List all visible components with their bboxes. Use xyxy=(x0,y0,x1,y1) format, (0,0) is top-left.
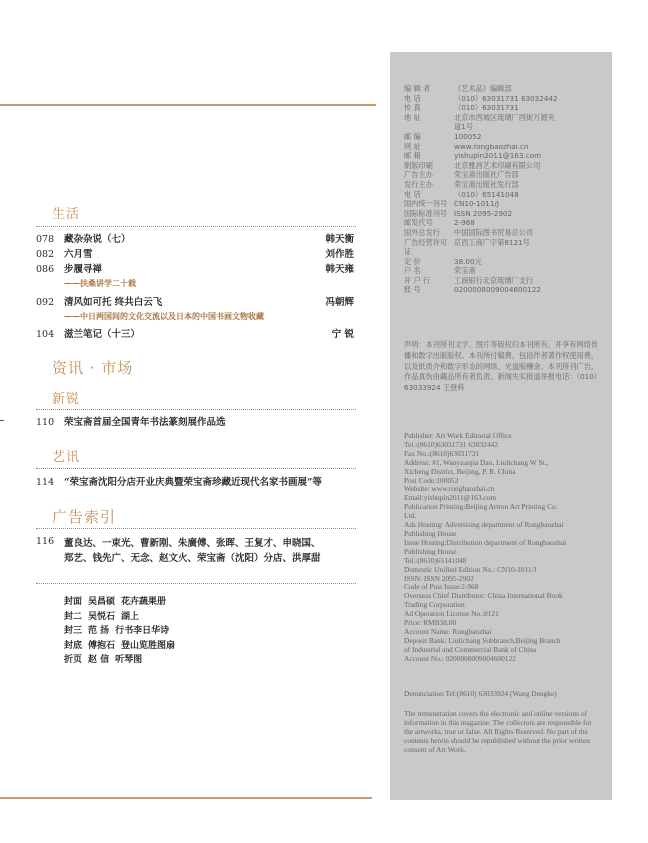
info-row xyxy=(404,285,604,295)
ad-index-line: 郑艺、钱先广、无念、赵文火、荣宝斋（沈阳）分店、洪厚甜 xyxy=(64,553,321,564)
info-value: 荣宝斋 xyxy=(454,266,476,276)
info-value: 0200008009004600122 xyxy=(454,285,541,295)
info-line-en: Domestic Unified Edition No.: CN10-1011/J xyxy=(404,564,537,574)
info-label: 广告经营许可证 xyxy=(404,237,448,257)
info-line-en: Ads Hosting: Advertising department of Rongbaozhai xyxy=(404,520,564,530)
info-label: 电 话 xyxy=(404,93,421,103)
section-art-news-divider xyxy=(36,468,356,469)
cover-work: 湖上 xyxy=(121,611,140,622)
info-row xyxy=(404,113,604,123)
cover-artist: 范 扬 xyxy=(88,626,110,636)
cover-label: 封底 xyxy=(64,640,83,651)
info-row xyxy=(404,170,604,180)
cover-work: 行书李日华诗 xyxy=(115,626,170,636)
info-row xyxy=(404,151,604,161)
cover-credit-row xyxy=(64,639,181,654)
entry-author: 韩天雍 xyxy=(325,264,354,275)
info-value: 《艺术品》编辑部 xyxy=(454,84,512,93)
info-line-en: Overseas Chief Distributor: China International Book xyxy=(404,591,563,601)
info-value: 100052 xyxy=(454,131,482,141)
info-value: （010）65141048 xyxy=(454,189,519,199)
cover-credit-row xyxy=(64,624,181,639)
cover-label: 封面 xyxy=(64,597,83,607)
info-row xyxy=(404,190,604,200)
info-label: 定 价 xyxy=(404,256,421,266)
info-row xyxy=(404,238,604,257)
entry-title: 清风如可托 终共白云飞 xyxy=(64,297,163,308)
info-value: 工商银行北京琉璃厂支行 xyxy=(454,275,534,285)
info-value: CN10-1011/J xyxy=(454,199,499,209)
info-label: 邮 编 xyxy=(404,131,421,141)
entry-author: 宁 锐 xyxy=(331,329,354,340)
info-label: 账 号 xyxy=(404,285,421,295)
cover-credit-row xyxy=(64,610,181,625)
top-rule xyxy=(0,104,376,106)
info-line-en: Tel.:(8610)63031731 63032442 xyxy=(404,439,498,449)
cover-artist: 傅抱石 xyxy=(88,640,116,651)
info-label: 户 名 xyxy=(404,266,421,276)
page-number: 114 xyxy=(36,477,55,488)
section-ad-index-divider xyxy=(36,528,356,529)
info-row xyxy=(404,161,604,171)
info-line-en: Email:yishupin2011@163.com xyxy=(404,493,497,503)
info-label: 国内统一刊号 xyxy=(404,199,448,209)
page-number: 082 xyxy=(36,249,55,260)
info-line-en: Publication Printing:Beijing Artron Art Printing Co. xyxy=(404,502,558,512)
info-line-en: Publishing House xyxy=(404,528,457,538)
info-value: （010）63031731 63032442 xyxy=(454,93,558,103)
info-row xyxy=(404,122,604,132)
info-row xyxy=(404,266,604,276)
info-label: 发行主办 xyxy=(404,179,433,189)
cover-work: 登山览胜图扇 xyxy=(121,640,176,651)
info-line-en: Address: #1, Wanyuanjia Dao, Liulichang W St., xyxy=(404,457,549,467)
cover-credits xyxy=(64,595,181,668)
section-life-title: 生活 xyxy=(52,207,81,222)
info-row xyxy=(404,228,604,238)
info-row xyxy=(404,94,604,104)
entry-subtitle: ——中日两国间的文化交流以及日本的中国书画文物收藏 xyxy=(64,311,264,321)
publication-info-en xyxy=(404,432,604,664)
info-row xyxy=(404,180,604,190)
page-number: 086 xyxy=(36,264,55,275)
info-line-en: Account No.: 0200008009004600122 xyxy=(404,653,516,663)
entry-author: 冯朝辉 xyxy=(325,297,354,308)
info-value: 京西工商广字第8121号 xyxy=(454,237,530,247)
entry-title: 荣宝斋首届全国青年书法篆刻展作品选 xyxy=(64,417,226,428)
info-label: 国外总发行 xyxy=(404,227,440,237)
info-row xyxy=(404,276,604,286)
info-value: 荣宝斋出版社广告部 xyxy=(454,170,519,180)
info-line-en: Website: www.rongbaozhai.cn xyxy=(404,484,495,494)
page-number: 110 xyxy=(36,417,55,428)
info-label: 国际标准刊号 xyxy=(404,208,448,218)
info-line-en: Publisher: Art Work Editorial Office xyxy=(404,431,512,440)
info-row xyxy=(404,218,604,228)
info-value: ISSN 2095-2902 xyxy=(454,208,513,218)
info-line-en: Ltd. xyxy=(404,511,417,521)
info-line-en: Price: RMB38.00 xyxy=(404,618,457,628)
info-label: 电 话 xyxy=(404,189,421,199)
page-number: 092 xyxy=(36,297,55,308)
page-number: 116 xyxy=(36,536,55,547)
info-value: 荣宝斋出版社发行部 xyxy=(454,179,519,189)
info-label: 地 址 xyxy=(404,112,421,122)
entry-subtitle: ——扶桑讲学二十载 xyxy=(64,278,136,288)
info-value: www.rongbaozhai.cn xyxy=(454,141,529,151)
cover-artist: 吴悦石 xyxy=(88,611,116,622)
info-value: 北京市西城区琉璃厂西街万源夹 xyxy=(454,112,555,122)
info-line-en: Ad Operation License No.:8121 xyxy=(404,609,499,619)
covers-divider xyxy=(36,583,356,584)
info-row xyxy=(404,132,604,142)
info-line-en: Tel.:(8610)65141048 xyxy=(404,555,467,565)
info-line-en: Issue Hosting:Distribution department of Rongbaozhai xyxy=(404,537,567,547)
cover-label: 封三 xyxy=(64,626,83,636)
info-line-en: Deposit Bank: Liulichang Subbranch,Beijing Branch xyxy=(404,635,561,645)
info-row xyxy=(404,103,604,113)
info-value: 道1号 xyxy=(454,122,473,132)
left-margin-mark xyxy=(0,420,4,421)
section-newcomers-divider xyxy=(36,409,356,410)
info-label: 开 户 行 xyxy=(404,275,431,285)
entry-title: 滋兰笔记（十三） xyxy=(64,329,141,340)
info-label: 制版印刷 xyxy=(404,160,433,170)
cover-artist: 吴昌硕 xyxy=(88,597,116,607)
denunciation-tel: Denunciation Tel:(8610) 63033924 (Wang Dengke) xyxy=(404,689,557,698)
info-label: 传 真 xyxy=(404,103,421,113)
cover-work: 听琴图 xyxy=(115,655,143,665)
info-row xyxy=(404,209,604,219)
remuneration-notice: The remuneration covers the electronic and online versions of information in this magazine. The collectors are responsible for the artworks, true or false. All Rights Reserved. No part of the contents herein should be republished without the prior written consent of Art Work. xyxy=(404,709,592,754)
page-number: 078 xyxy=(36,234,55,245)
entry-title: 步履寻禅 xyxy=(64,264,103,275)
bottom-rule xyxy=(0,797,372,799)
ad-index-line: 董良达、一束光、曹新刚、朱廣傅、张晖、王复才、申晓国、 xyxy=(64,538,321,549)
info-label: 广告主办 xyxy=(404,170,433,180)
info-line-en: Fax No.:(8610)63031731 xyxy=(404,448,480,458)
cover-credit-row xyxy=(64,653,181,668)
info-line-en: Trading Corporation xyxy=(404,600,465,610)
info-line-en: ISSN: ISSN 2095-2902 xyxy=(404,573,474,583)
page-number: 104 xyxy=(36,329,55,340)
info-label: 网 址 xyxy=(404,141,421,151)
info-value: （010）63031731 xyxy=(454,103,519,113)
entry-author: 韩天衡 xyxy=(325,234,354,245)
info-value: 中国国际图书贸易总公司 xyxy=(454,227,534,237)
info-value: 北京雅昌艺术印刷有限公司 xyxy=(454,160,541,170)
entry-title: “荣宝斋沈阳分店开业庆典暨荣宝斋珍藏近现代名家书画展”等 xyxy=(64,477,322,488)
info-line-en: Code of Post Issue:2-968 xyxy=(404,582,479,592)
masthead-sidebar xyxy=(390,52,612,800)
copyright-notice-cn: 声明：本刊所刊文字、图片等版权归本刊所有，并享有网络传播和数字出版版权。本刊所付稿费，包括作者著作权使用费，以及纸质介和数字形态的网络、光盘版酬金。本刊所刊广告，作品真伪由藏品所有者负责。新闻失实报道举报电话：（010）63033924 王登科 xyxy=(404,340,601,393)
publication-info-cn xyxy=(404,84,604,295)
info-row xyxy=(404,199,604,209)
section-news-market-title: 资讯 · 市场 xyxy=(52,359,134,377)
cover-label: 封二 xyxy=(64,611,83,622)
info-label: 编 辑 者 xyxy=(404,84,431,93)
cover-artist: 赵 信 xyxy=(88,655,110,665)
info-line-en: Xicheng District, Beijing, P. R. China xyxy=(404,466,516,476)
info-value: 2-968 xyxy=(454,218,475,228)
section-art-news-title: 艺讯 xyxy=(52,450,81,465)
entry-title: 藏杂杂说（七） xyxy=(64,234,131,245)
info-label: 邮发代号 xyxy=(404,218,433,228)
info-label: 邮 箱 xyxy=(404,151,421,161)
info-value: 38.00元 xyxy=(454,256,482,266)
info-label xyxy=(404,122,454,132)
entry-author: 刘作胜 xyxy=(325,249,354,260)
entry-title: 六月雪 xyxy=(64,249,93,260)
section-ad-index-title: 广告索引 xyxy=(52,508,117,526)
info-line-en: Account Name: Rongbaozhai xyxy=(404,626,492,636)
info-line-en: Post Code:100052 xyxy=(404,475,459,485)
info-row xyxy=(404,142,604,152)
cover-credit-row xyxy=(64,595,181,610)
info-line-en: Publishing House xyxy=(404,546,457,556)
section-newcomers-title: 新锐 xyxy=(52,392,81,407)
cover-label: 折页 xyxy=(64,655,83,665)
info-row xyxy=(404,84,604,94)
section-life-divider xyxy=(36,226,356,227)
cover-work: 花卉蔬果册 xyxy=(121,597,167,607)
info-row xyxy=(404,257,604,267)
info-line-en: of Industrial and Commercial Bank of China xyxy=(404,644,537,654)
info-value: yishupin2011@163.com xyxy=(454,151,542,161)
